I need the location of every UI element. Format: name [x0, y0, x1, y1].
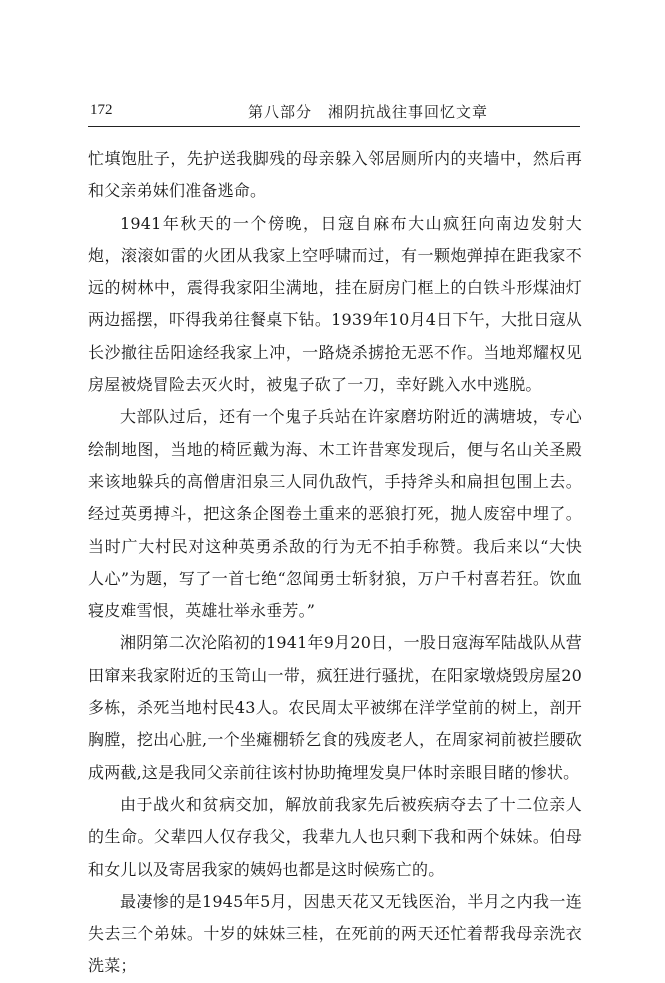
body-text: [88, 143, 582, 983]
paragraph: 湘阴第二次沦陷初的1941年9月20日，一股日寇海军陆战队从营田窜来我家附近的玉笥山一带，疯狂进行骚扰，在阳家墩烧毁房屋20多栋，杀死当地村民43人。农民周太平被绑在洋学堂前的树上，剖开胸膛，挖出心脏,一个坐瘫棚轿乞食的残废老人，在周家祠前被拦腰砍成两截,这是我同父亲前往该村协助掩埋发臭尸体时亲眼目睹的惨状。: [88, 633, 582, 782]
page-number: 172: [90, 102, 113, 118]
paragraph: 1941年秋天的一个傍晚，日寇自麻布大山疯狂向南边发射大炮，滚滚如雷的火团从我家上空呼啸而过，有一颗炮弹掉在距我家不远的树林中，震得我家阳尘满地，挂在厨房门框上的白铁斗形煤油灯两边摇摆，吓得我弟往餐桌下钻。1939年10月4日下午，大批日寇从长沙撤往岳阳途经我家上冲，一路烧杀掳抢无恶不作。当地郑耀权见房屋被烧冒险去灭火时，被鬼子砍了一刀，幸好跳入水中逃脱。: [88, 213, 582, 395]
section-title: 第八部分 湘阴抗战往事回忆文章: [248, 103, 489, 121]
paragraph: 大部队过后，还有一个鬼子兵站在许家磨坊附近的满塘坡，专心绘制地图，当地的椅匠戴为海、木工许昔寒发现后，便与名山关圣殿来该地躲兵的高僧唐汨泉三人同仇敌忾，手持斧头和扁担包围上去。经过英勇搏斗，把这条企图卷土重来的恶狼打死，抛人废窑中埋了。当时广大村民对这种英勇杀敌的行为无不拍手称赞。我后来以“大快人心”为题，写了一首七绝“忽闻勇士斩豺狼，万户千村喜若狂。饮血寝皮难雪恨，英雄壮举永垂芳。”: [88, 407, 582, 621]
running-header: [88, 96, 580, 127]
paragraph: 最凄惨的是1945年5月，因患天花又无钱医治，半月之内我一连失去三个弟妹。十岁的妹妹三桂，在死前的两天还忙着帮我母亲洗衣洗菜；: [88, 891, 582, 976]
paragraph-continued: 忙填饱肚子，先护送我脚残的母亲躲入邻居厕所内的夹墙中，然后再和父亲弟妹们准备逃命。: [88, 149, 582, 201]
paragraph: 由于战火和贫病交加，解放前我家先后被疾病夺去了十二位亲人的生命。父辈四人仅存我父，我辈九人也只剩下我和两个妹妹。伯母和女儿以及寄居我家的姨妈也都是这时候殇亡的。: [88, 794, 582, 879]
